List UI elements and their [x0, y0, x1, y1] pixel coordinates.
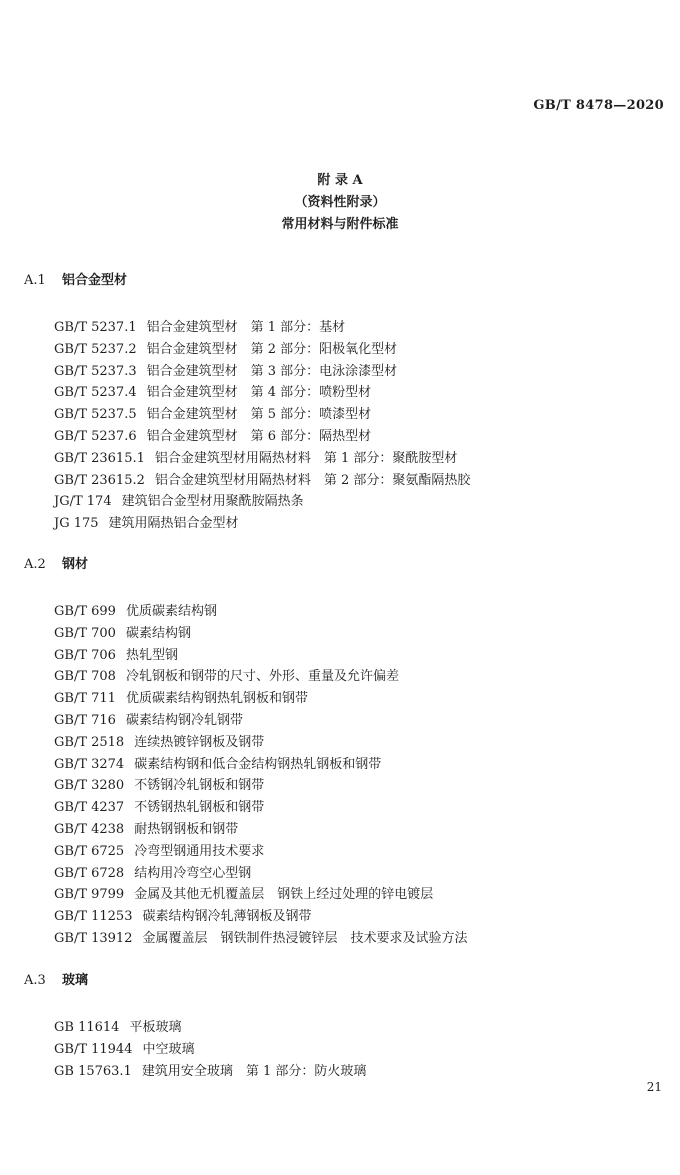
list-item [54, 426, 664, 448]
appendix-heading [0, 170, 680, 236]
standard-code-ref: GB/T 5237.1 [54, 320, 137, 335]
section-number: A.2 [24, 557, 46, 572]
standard-title: 优质碳素结构钢 [125, 604, 217, 619]
standard-title: 建筑用隔热铝合金型材 [108, 516, 239, 532]
standard-code-ref: GB/T 9799 [54, 887, 125, 903]
standard-title: 连续热镀锌钢板及钢带 [134, 734, 265, 750]
list-item [54, 513, 664, 535]
list-item [54, 710, 664, 732]
list-item [54, 470, 664, 492]
standard-code-ref: GB/T 716 [54, 712, 116, 728]
list-item [54, 863, 664, 885]
list-item [54, 317, 664, 339]
standard-code-ref: GB/T 11253 [54, 909, 133, 925]
list-item [54, 906, 664, 928]
standard-code-ref: GB/T 3280 [54, 778, 125, 794]
standard-code-ref: GB/T 699 [54, 604, 116, 619]
list-item [54, 666, 664, 688]
list-item [54, 819, 664, 841]
standard-title: 铝合金建筑型材 第 2 部分：阳极氧化型材 [146, 341, 398, 357]
standard-code-ref: GB/T 5237.2 [54, 341, 137, 357]
standard-title: 铝合金建筑型材 第 4 部分：喷粉型材 [146, 385, 372, 401]
section-title-text: 玻璃 [62, 973, 89, 988]
standard-code: GB/T 8478—2020 [533, 98, 664, 113]
section-a2 [24, 554, 664, 950]
standard-code-ref: GB 15763.1 [54, 1063, 132, 1079]
standard-code-ref: GB/T 13912 [54, 930, 133, 946]
appendix-subtitle: （资料性附录） [294, 195, 386, 210]
section-number: A.3 [24, 973, 46, 988]
standard-title: 碳素结构钢 [125, 625, 191, 641]
standard-code-ref: GB/T 3274 [54, 756, 125, 772]
list-item [54, 448, 664, 470]
page-number: 21 [646, 1080, 662, 1094]
standard-code-ref: GB/T 5237.4 [54, 385, 137, 401]
standard-code-ref: GB/T 23615.2 [54, 472, 145, 488]
standard-title: 不锈钢冷轧钢板和钢带 [134, 778, 265, 794]
standard-code-ref: GB/T 708 [54, 669, 116, 685]
list-item [54, 928, 664, 950]
standard-title: 耐热钢钢板和钢带 [134, 821, 239, 837]
standard-code-ref: GB/T 706 [54, 647, 116, 663]
standard-code-ref: GB 11614 [54, 1020, 120, 1035]
standard-code-ref: GB/T 5237.5 [54, 407, 137, 423]
standard-code-ref: GB/T 11944 [54, 1041, 133, 1057]
appendix-heading-text: 常用材料与附件标准 [281, 217, 399, 232]
standard-title: 冷轧钢板和钢带的尺寸、外形、重量及允许偏差 [125, 669, 399, 685]
section-title-text: 铝合金型材 [62, 273, 128, 288]
standard-title: 冷弯型钢通用技术要求 [134, 843, 265, 859]
list-item [54, 841, 664, 863]
standard-list [24, 601, 664, 950]
standard-code-ref: GB/T 23615.1 [54, 450, 145, 466]
standard-code-ref: GB/T 711 [54, 691, 116, 707]
section-a3 [24, 970, 664, 1082]
list-item [54, 491, 664, 513]
standard-title: 碳素结构钢冷轧薄钢板及钢带 [142, 909, 312, 925]
appendix-title: 附 录 A [317, 173, 363, 188]
standard-title: 铝合金建筑型材 第 1 部分：基材 [146, 320, 346, 335]
list-item [54, 754, 664, 776]
list-item [54, 775, 664, 797]
standard-title: 铝合金建筑型材用隔热材料 第 2 部分：聚氨酯隔热胶 [154, 472, 471, 488]
standard-title: 建筑用安全玻璃 第 1 部分：防火玻璃 [141, 1063, 367, 1079]
standard-title: 金属及其他无机覆盖层 钢铁上经过处理的锌电镀层 [134, 887, 434, 903]
list-item [54, 601, 664, 623]
section-number: A.1 [24, 273, 46, 288]
standard-code-ref: GB/T 2518 [54, 734, 125, 750]
list-item [54, 339, 664, 361]
list-item [54, 797, 664, 819]
standard-title: 碳素结构钢和低合金结构钢热轧钢板和钢带 [134, 756, 382, 772]
standard-title: 热轧型钢 [125, 647, 178, 663]
section-title [24, 270, 664, 292]
list-item [54, 1061, 664, 1083]
standard-code-ref: JG 175 [54, 516, 99, 532]
list-item [54, 884, 664, 906]
standard-code-ref: JG/T 174 [54, 494, 112, 510]
list-item [54, 361, 664, 383]
list-item [54, 645, 664, 667]
standard-title: 铝合金建筑型材用隔热材料 第 1 部分：聚酰胺型材 [154, 450, 458, 466]
standard-code-ref: GB/T 4238 [54, 821, 125, 837]
section-title [24, 554, 664, 576]
list-item [54, 688, 664, 710]
standard-code-ref: GB/T 6728 [54, 865, 125, 881]
section-title-text: 钢材 [62, 557, 89, 572]
list-item [54, 1017, 664, 1039]
section-title [24, 970, 664, 992]
standard-code-ref: GB/T 6725 [54, 843, 125, 859]
standard-title: 铝合金建筑型材 第 5 部分：喷漆型材 [146, 407, 372, 423]
standard-title: 不锈钢热轧钢板和钢带 [134, 800, 265, 816]
standard-title: 铝合金建筑型材 第 6 部分：隔热型材 [146, 428, 372, 444]
standard-title: 碳素结构钢冷轧钢带 [125, 712, 243, 728]
list-item [54, 1039, 664, 1061]
list-item [54, 623, 664, 645]
standard-list [24, 1017, 664, 1082]
standard-title: 中空玻璃 [142, 1041, 195, 1057]
list-item [54, 382, 664, 404]
standard-code-ref: GB/T 700 [54, 625, 116, 641]
standard-title: 金属覆盖层 钢铁制件热浸镀锌层 技术要求及试验方法 [142, 930, 468, 946]
standard-title: 平板玻璃 [129, 1020, 182, 1035]
standard-code-ref: GB/T 4237 [54, 800, 125, 816]
list-item [54, 732, 664, 754]
standard-title: 结构用冷弯空心型钢 [134, 865, 252, 881]
standard-code-ref: GB/T 5237.3 [54, 363, 137, 379]
standard-title: 建筑铝合金型材用聚酰胺隔热条 [121, 494, 304, 510]
section-a1 [24, 270, 664, 535]
standard-list [24, 317, 664, 535]
standard-code-ref: GB/T 5237.6 [54, 428, 137, 444]
standard-title: 铝合金建筑型材 第 3 部分：电泳涂漆型材 [146, 363, 398, 379]
standard-title: 优质碳素结构钢热轧钢板和钢带 [125, 691, 308, 707]
list-item [54, 404, 664, 426]
